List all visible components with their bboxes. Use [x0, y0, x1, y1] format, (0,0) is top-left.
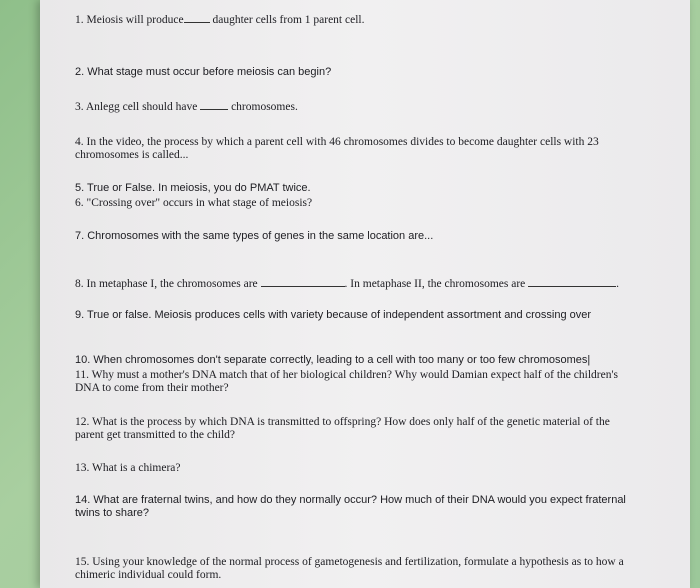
- question-14: 14. What are fraternal twins, and how do they normally occur? How much of their DNA would you expect fraternal twins to share?: [75, 494, 626, 519]
- answer-blank: [261, 276, 345, 287]
- question-15: 15. Using your knowledge of the normal process of gametogenesis and fertilization, formulate a hypothesis as to how a chimeric individual could form.: [75, 556, 624, 581]
- question-3: [75, 99, 298, 113]
- question-9: 9. True or false. Meiosis produces cells with variety because of independent assortment and crossing over: [75, 309, 592, 321]
- question-11: 11. Why must a mother's DNA match that of her biological children? Why would Damian expect half of the children's DNA to come from their mother?: [75, 369, 619, 394]
- question-8-part1: 8. In metaphase I, the chromosomes are: [75, 278, 258, 290]
- answer-blank: [200, 99, 228, 110]
- question-8-end: .: [616, 278, 620, 290]
- question-8: [75, 276, 619, 290]
- question-3-text-after: chromosomes.: [231, 101, 298, 113]
- worksheet-page: [40, 0, 690, 588]
- question-1: [75, 12, 364, 26]
- question-12: 12. What is the process by which DNA is transmitted to offspring? How does only half of the genetic material of the parent get transmitted to the child?: [75, 416, 610, 441]
- question-10: 10. When chromosomes don't separate correctly, leading to a cell with too many or too few chromosomes|: [75, 354, 591, 366]
- question-5: 5. True or False. In meiosis, you do PMAT twice.: [75, 182, 311, 194]
- question-4: 4. In the video, the process by which a parent cell with 46 chromosomes divides to become daughter cells with 23 chromosomes is called...: [75, 136, 599, 161]
- question-2: 2. What stage must occur before meiosis can begin?: [75, 66, 332, 78]
- answer-blank: [184, 12, 210, 23]
- answer-blank: [528, 276, 616, 287]
- question-3-text-before: 3. Anlegg cell should have: [75, 101, 198, 113]
- question-8-part2: . In metaphase II, the chromosomes are: [344, 278, 526, 290]
- question-13: 13. What is a chimera?: [75, 462, 181, 474]
- question-1-text-after: daughter cells from 1 parent cell.: [212, 14, 365, 26]
- question-1-text-before: 1. Meiosis will produce: [75, 14, 184, 26]
- question-7: 7. Chromosomes with the same types of genes in the same location are...: [75, 230, 434, 242]
- question-6: 6. "Crossing over" occurs in what stage of meiosis?: [75, 197, 313, 209]
